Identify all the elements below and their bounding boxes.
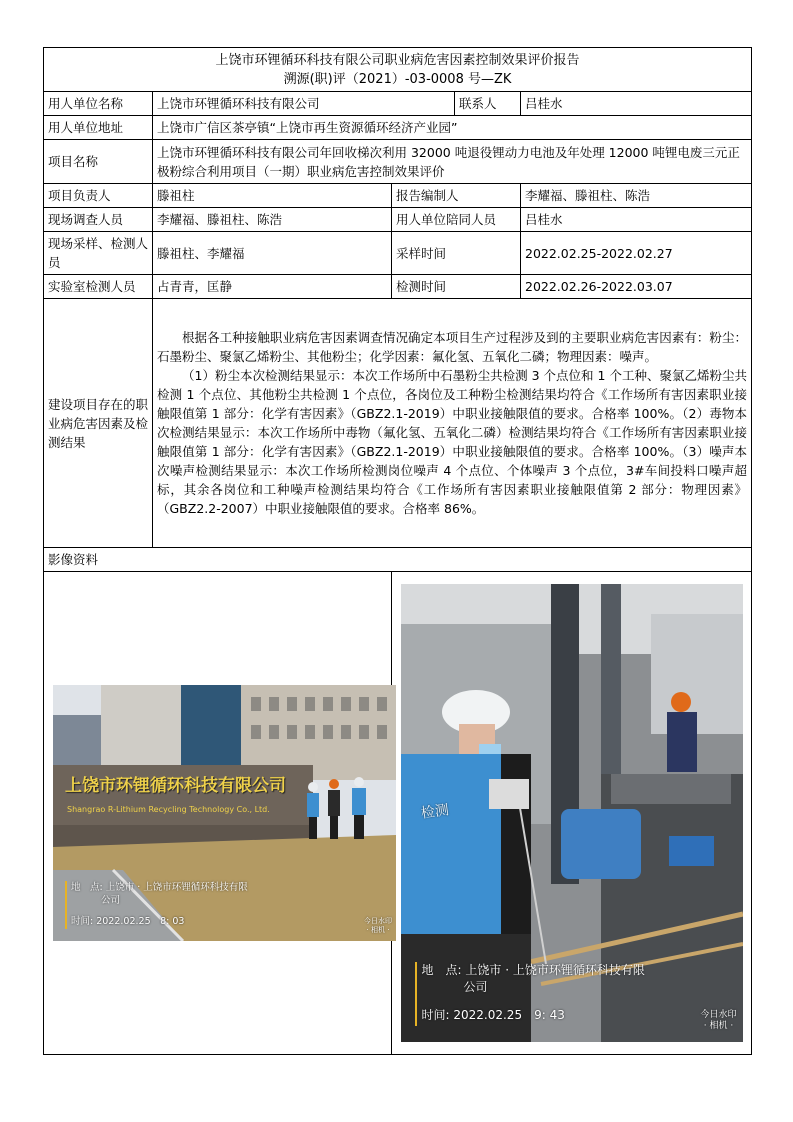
photo2-badge-line1: 今日水印 xyxy=(700,1010,737,1020)
photo2-location-cont: 公司 xyxy=(463,980,488,994)
sign-chinese-text: 上饶市环锂循环科技有限公司 xyxy=(65,776,286,796)
lab-value: 占青青，匡静 xyxy=(153,275,392,299)
escort-label: 用人单位陪同人员 xyxy=(392,208,521,232)
photo-cell-right xyxy=(392,572,752,1055)
photo-company-entrance xyxy=(53,685,396,941)
escort-value: 吕桂水 xyxy=(521,208,752,232)
photo1-badge-line1: 今日水印 xyxy=(364,917,392,925)
photo-cell-left xyxy=(44,572,392,1055)
building-left xyxy=(101,685,181,775)
report-title-cell xyxy=(44,48,752,92)
hopper xyxy=(611,774,731,804)
people-group xyxy=(307,777,366,839)
employer-label: 用人单位名称 xyxy=(44,92,153,116)
address-label: 用人单位地址 xyxy=(44,116,153,140)
employer-value: 上饶市环锂循环科技有限公司 xyxy=(153,92,455,116)
hazards-label: 建设项目存在的职业病危害因素及检测结果 xyxy=(44,299,153,548)
photo1-watermark-badge xyxy=(364,917,392,935)
sampling-time-value: 2022.02.25-2022.02.27 xyxy=(521,232,752,275)
project-value: 上饶市环锂循环科技有限公司年回收梯次利用 32000 吨退役锂动力电池及年处理 12000 吨锂电废三元正极粉综合利用项目（一期）职业病危害控制效果评价 xyxy=(153,140,752,184)
report-code: 溯源(职)评（2021）-03-0008 号—ZK xyxy=(283,71,512,87)
photo2-time: 时间: 2022.02.25 9: 43 xyxy=(421,1008,565,1022)
photo1-time: 时间: 2022.02.25 8: 03 xyxy=(71,916,185,927)
sampling-device xyxy=(489,779,529,809)
leader-label: 项目负责人 xyxy=(44,184,153,208)
contact-label: 联系人 xyxy=(455,92,521,116)
compiler-label: 报告编制人 xyxy=(392,184,521,208)
address-value: 上饶市广信区茶亭镇“上饶市再生资源循环经济产业园” xyxy=(153,116,752,140)
photo1-location-cont: 公司 xyxy=(101,895,121,906)
report-title: 上饶市环锂循环科技有限公司职业病危害因素控制效果评价报告 xyxy=(215,52,580,68)
photo2-badge-line2: · 相机 · xyxy=(703,1021,734,1031)
sampling-time-label: 采样时间 xyxy=(392,232,521,275)
watermark-bar xyxy=(415,962,417,1026)
photo2-location: 地 点: 上饶市 · 上饶市环锂循环科技有限 xyxy=(421,963,645,977)
worker-helmet xyxy=(671,692,691,712)
contact-value: 吕桂水 xyxy=(521,92,752,116)
blue-motor xyxy=(561,809,641,879)
test-time-value: 2022.02.26-2022.03.07 xyxy=(521,275,752,299)
hazards-content xyxy=(153,299,752,548)
test-time-label: 检测时间 xyxy=(392,275,521,299)
lab-label: 实验室检测人员 xyxy=(44,275,153,299)
hazards-para-2: （1）粉尘本次检测结果显示：本次工作场所中石墨粉尘共检测 3 个点位和 1 个工种、聚氯乙烯粉尘共检测 1 个点位、其他粉尘共检测 1 个点位，各岗位及工种粉尘检测结果均符合《工作场所有害因素职业接触限值第 1 部分：化学有害因素》（GBZ2.1-2019）中职业接触限值的要求。合格率 100%。（2）毒物本次检测结果显示：本次工作场所中毒物（氟化氢、五氧化二磷）检测结果均符合《工作场所有害因素职业接触限值第 1 部分：化学有害因素》（GBZ2.1-2019）中职业接触限值的要求。合格率 100%。（3）噪声本次噪声检测结果显示：本次工作场所检测岗位噪声 4 个点位、个体噪声 3 个点位，3#车间投料口噪声超标，其余各岗位和工种噪声检测结果均符合《工作场所有害因素职业接触限值第 2 部分：物理因素》（GBZ2.2-2007）中职业接触限值的要求。合格率 86%。 xyxy=(157,368,748,516)
sampling-label: 现场采样、检测人员 xyxy=(44,232,153,275)
sign-english-text: Shangrao R-Lithium Recycling Technology Co., Ltd. xyxy=(67,805,270,814)
sampling-value: 滕祖柱、李耀福 xyxy=(153,232,392,275)
photo1-location: 地 点: 上饶市 · 上饶市环锂循环科技有限 xyxy=(71,882,248,893)
photo2-watermark-badge xyxy=(701,1010,737,1032)
images-label: 影像资料 xyxy=(44,548,752,572)
vest-text: 检测 xyxy=(419,802,450,822)
compiler-value: 李耀福、滕祖柱、陈浩 xyxy=(521,184,752,208)
watermark-bar xyxy=(65,881,67,929)
survey-value: 李耀福、滕祖柱、陈浩 xyxy=(153,208,392,232)
photo1-badge-line2: · 相机 · xyxy=(366,926,390,934)
report-table xyxy=(43,47,752,1055)
blue-crate xyxy=(669,836,714,866)
leader-value: 滕祖柱 xyxy=(153,184,392,208)
glass-facade xyxy=(181,685,241,775)
photo-workshop xyxy=(401,584,743,1042)
hazards-para-1: 根据各工种接触职业病危害因素调查情况确定本项目生产过程涉及到的主要职业病危害因素有：粉尘：石墨粉尘、聚氯乙烯粉尘、其他粉尘；化学因素：氟化氢、五氧化二磷；物理因素：噪声。 xyxy=(157,330,748,364)
project-label: 项目名称 xyxy=(44,140,153,184)
worker-body xyxy=(667,712,697,772)
survey-label: 现场调查人员 xyxy=(44,208,153,232)
